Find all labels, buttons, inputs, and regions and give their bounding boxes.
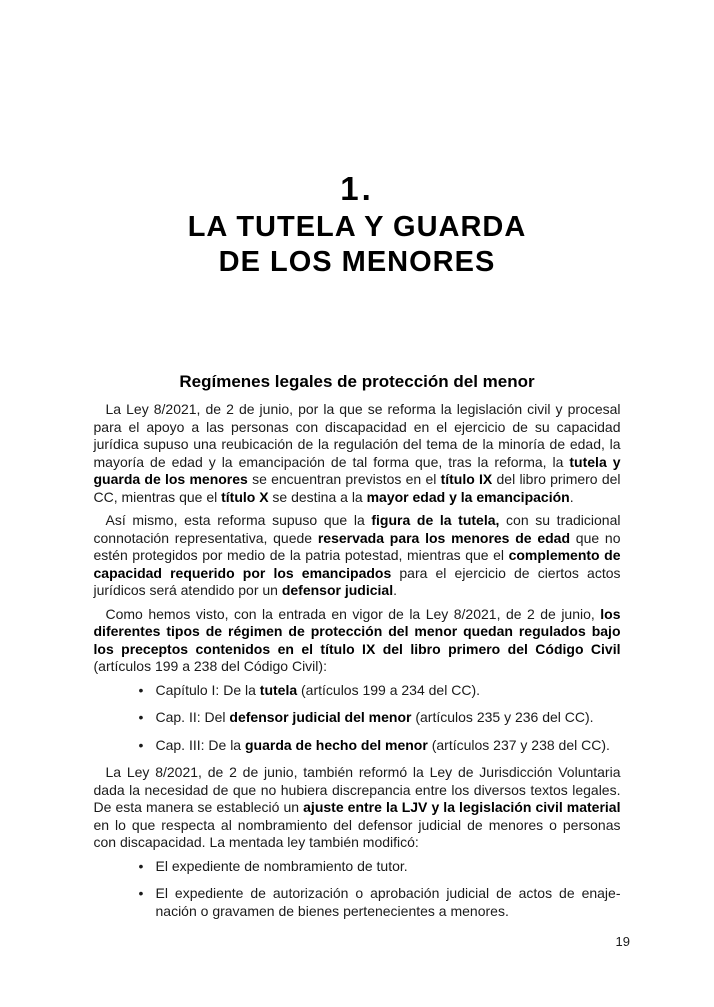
text-run: Como hemos visto, con la entrada en vigor de la Ley 8/2021, de 2 de junio, bbox=[105, 605, 601, 622]
text-run: (artículos 199 a 234 del CC). bbox=[297, 681, 480, 698]
bold-text-run: defensor judicial bbox=[281, 582, 394, 598]
text-run: con su tradicional connotación representativa, quede bbox=[93, 512, 621, 546]
bullet-list bbox=[94, 858, 621, 921]
bold-text-run: tutela bbox=[259, 681, 298, 698]
text-run: Cap. II: Del bbox=[155, 709, 230, 725]
list-item bbox=[139, 858, 621, 876]
text-run: que no estén protegidos por medio de la patria potestad, mientras que el bbox=[93, 529, 621, 563]
text-run: Capítulo I: De la bbox=[155, 681, 260, 698]
chapter-title-line-2: DE LOS MENORES bbox=[218, 246, 496, 278]
bold-text-run: título X bbox=[221, 488, 269, 505]
bold-text-run: los diferentes tipos de régimen de protección del menor quedan regulados bajo los preceptos contenidos en el título IX del libro primero del Código Civil bbox=[93, 605, 621, 657]
text-run: . bbox=[393, 582, 397, 598]
chapter-title-line-1: LA TUTELA Y GUARDA bbox=[187, 211, 527, 243]
text-run: Así mismo, esta reforma supuso que la bbox=[105, 512, 372, 528]
text-run: El expediente de autorización o aprobación judicial de actos de enajenación o gravamen de bienes pertenecientes a menores. bbox=[155, 885, 621, 919]
list-item bbox=[139, 709, 621, 727]
content-blocks bbox=[94, 401, 621, 920]
text-run: (artículos 237 y 238 del CC). bbox=[427, 736, 610, 753]
paragraph bbox=[94, 606, 621, 676]
paragraph bbox=[94, 512, 621, 600]
text-run: del libro primero del CC, mientras que el bbox=[93, 471, 621, 505]
text-run: . bbox=[569, 488, 574, 505]
text-run: La Ley 8/2021, de 2 de junio, también reformó la Ley de Jurisdicción Voluntaria dada la necesidad de que no hubiera discrepancia entre los diversos textos legales. De esta manera se estableció un bbox=[93, 764, 621, 815]
list-item bbox=[139, 682, 621, 700]
text-run: se encuentran previstos en el bbox=[247, 471, 441, 487]
bold-text-run: defensor judicial del menor bbox=[229, 709, 412, 725]
text-column bbox=[94, 0, 621, 920]
text-run: (artículos 199 a 238 del Código Civil): bbox=[93, 658, 327, 674]
paragraph bbox=[94, 764, 621, 852]
paragraph bbox=[94, 401, 621, 506]
bold-text-run: título IX bbox=[440, 471, 493, 487]
bold-text-run: ajuste entre la LJV y la legislación civil material bbox=[303, 799, 621, 815]
text-run: en lo que respecta al nombramiento del defensor judicial de menores o personas con discapacidad. La mentada ley también modificó: bbox=[93, 816, 621, 850]
bullet-list bbox=[94, 682, 621, 755]
bold-text-run: guarda de hecho del menor bbox=[244, 736, 428, 753]
text-run: para el ejercicio de ciertos actos jurídicos será atendido por un bbox=[93, 564, 621, 598]
bold-text-run: figura de la tutela, bbox=[371, 512, 500, 528]
chapter-title bbox=[94, 210, 621, 280]
bold-text-run: mayor edad y la emancipación bbox=[366, 488, 570, 505]
text-run: La Ley 8/2021, de 2 de junio, por la que se reforma la legislación civil y procesal para el apoyo a las personas con discapacidad en el ejercicio de su capacidad jurídica supuso una reubicación de la regulación del tema de la minoría de edad, la mayoría de edad y la emancipación de tal forma que, tras la reforma, la bbox=[93, 401, 621, 470]
bold-text-run: complemento de capacidad requerido por los emancipados bbox=[93, 547, 621, 581]
bold-text-run: reservada para los menores de edad bbox=[317, 529, 571, 546]
text-run: se destina a la bbox=[268, 488, 367, 505]
list-item bbox=[139, 737, 621, 755]
text-run: Cap. III: De la bbox=[155, 736, 245, 753]
section-heading: Regímenes legales de protección del menor bbox=[179, 372, 535, 391]
text-run: (artículos 235 y 236 del CC). bbox=[411, 709, 594, 725]
chapter-number: 1. bbox=[340, 170, 374, 207]
page-number: 19 bbox=[615, 934, 630, 949]
bold-text-run: tutela y guarda de los menores bbox=[93, 453, 621, 487]
list-item bbox=[139, 885, 621, 920]
text-run: El expediente de nombramiento de tutor. bbox=[155, 857, 408, 874]
